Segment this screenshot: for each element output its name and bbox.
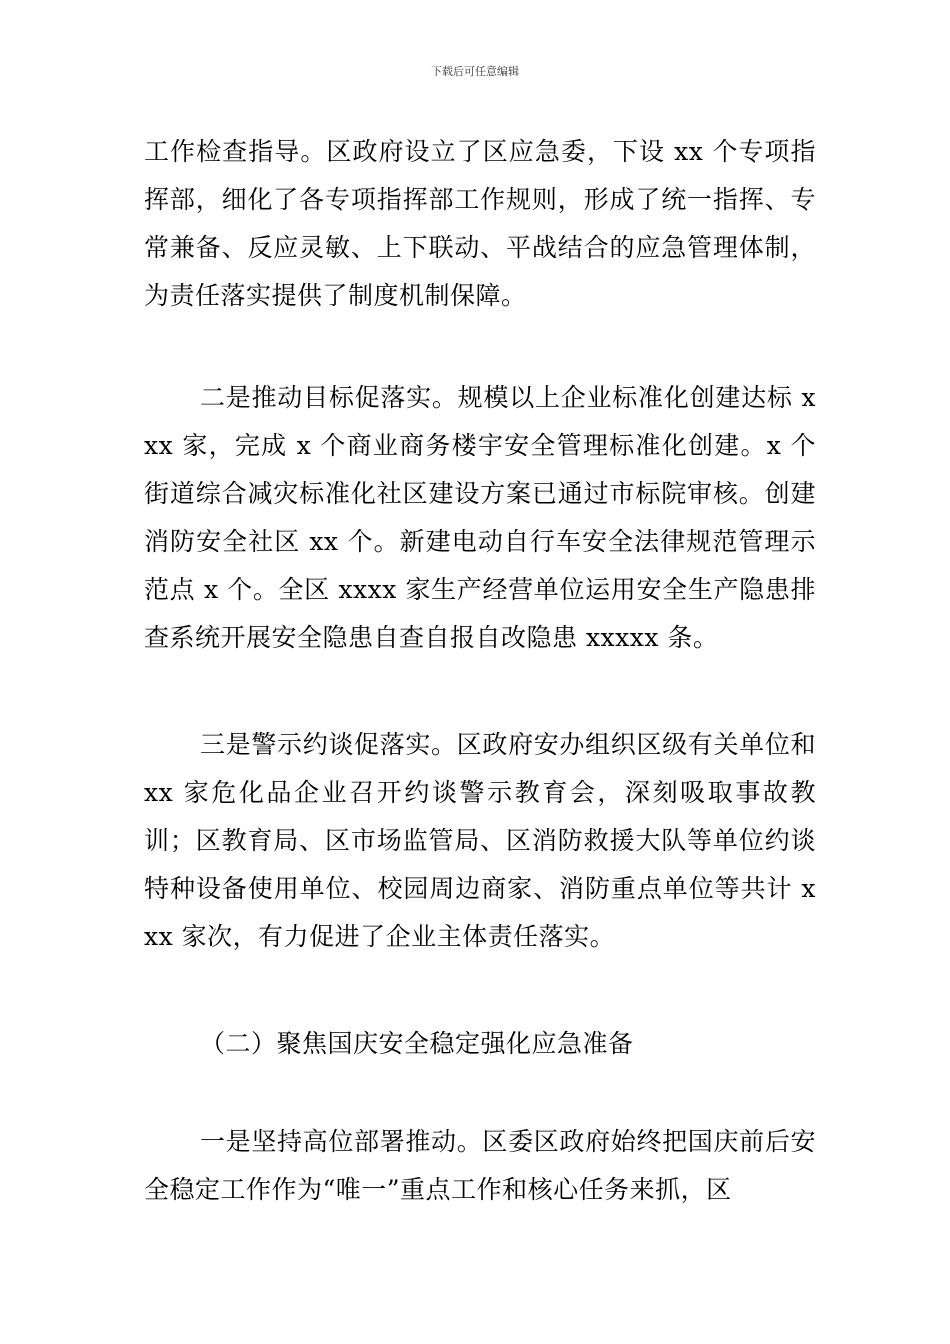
section-heading: （二）聚焦国庆安全稳定强化应急准备	[200, 1029, 634, 1058]
body-paragraph-1: 工作检查指导。区政府设立了区应急委，下设 xx 个专项指挥部，细化了各专项指挥部工作规则，形成了统一指挥、专常兼备、反应灵敏、上下联动、平战结合的应急管理体制，为责任落实提供了制度机制保障。	[144, 137, 816, 310]
body-paragraph-3: 三是警示约谈促落实。区政府安办组织区级有关单位和 xx 家危化品企业召开约谈警示教育会，深刻吸取事故教训；区教育局、区市场监管局、区消防救援大队等单位约谈特种设备使用单位、校园周边商家、消防重点单位等共计 xxx 家次，有力促进了企业主体责任落实。	[144, 730, 816, 951]
page-header: 下载后可任意编辑	[431, 65, 519, 78]
body-paragraph-2: 二是推动目标促落实。规模以上企业标准化创建达标 xxx 家，完成 x 个商业商务楼宇安全管理标准化创建。x 个街道综合减灾标准化社区建设方案已通过市标院审核。创建消防安全社区 xx 个。新建电动自行车安全法律规范管理示范点 x 个。全区 xxxx 家生产经营单位运用安全生产隐患排查系统开展安全隐患自查自报自改隐患 xxxxx 条。	[144, 383, 816, 652]
body-paragraph-4: 一是坚持高位部署推动。区委区政府始终把国庆前后安全稳定工作作为“唯一”重点工作和核心任务来抓，区	[144, 1127, 816, 1204]
